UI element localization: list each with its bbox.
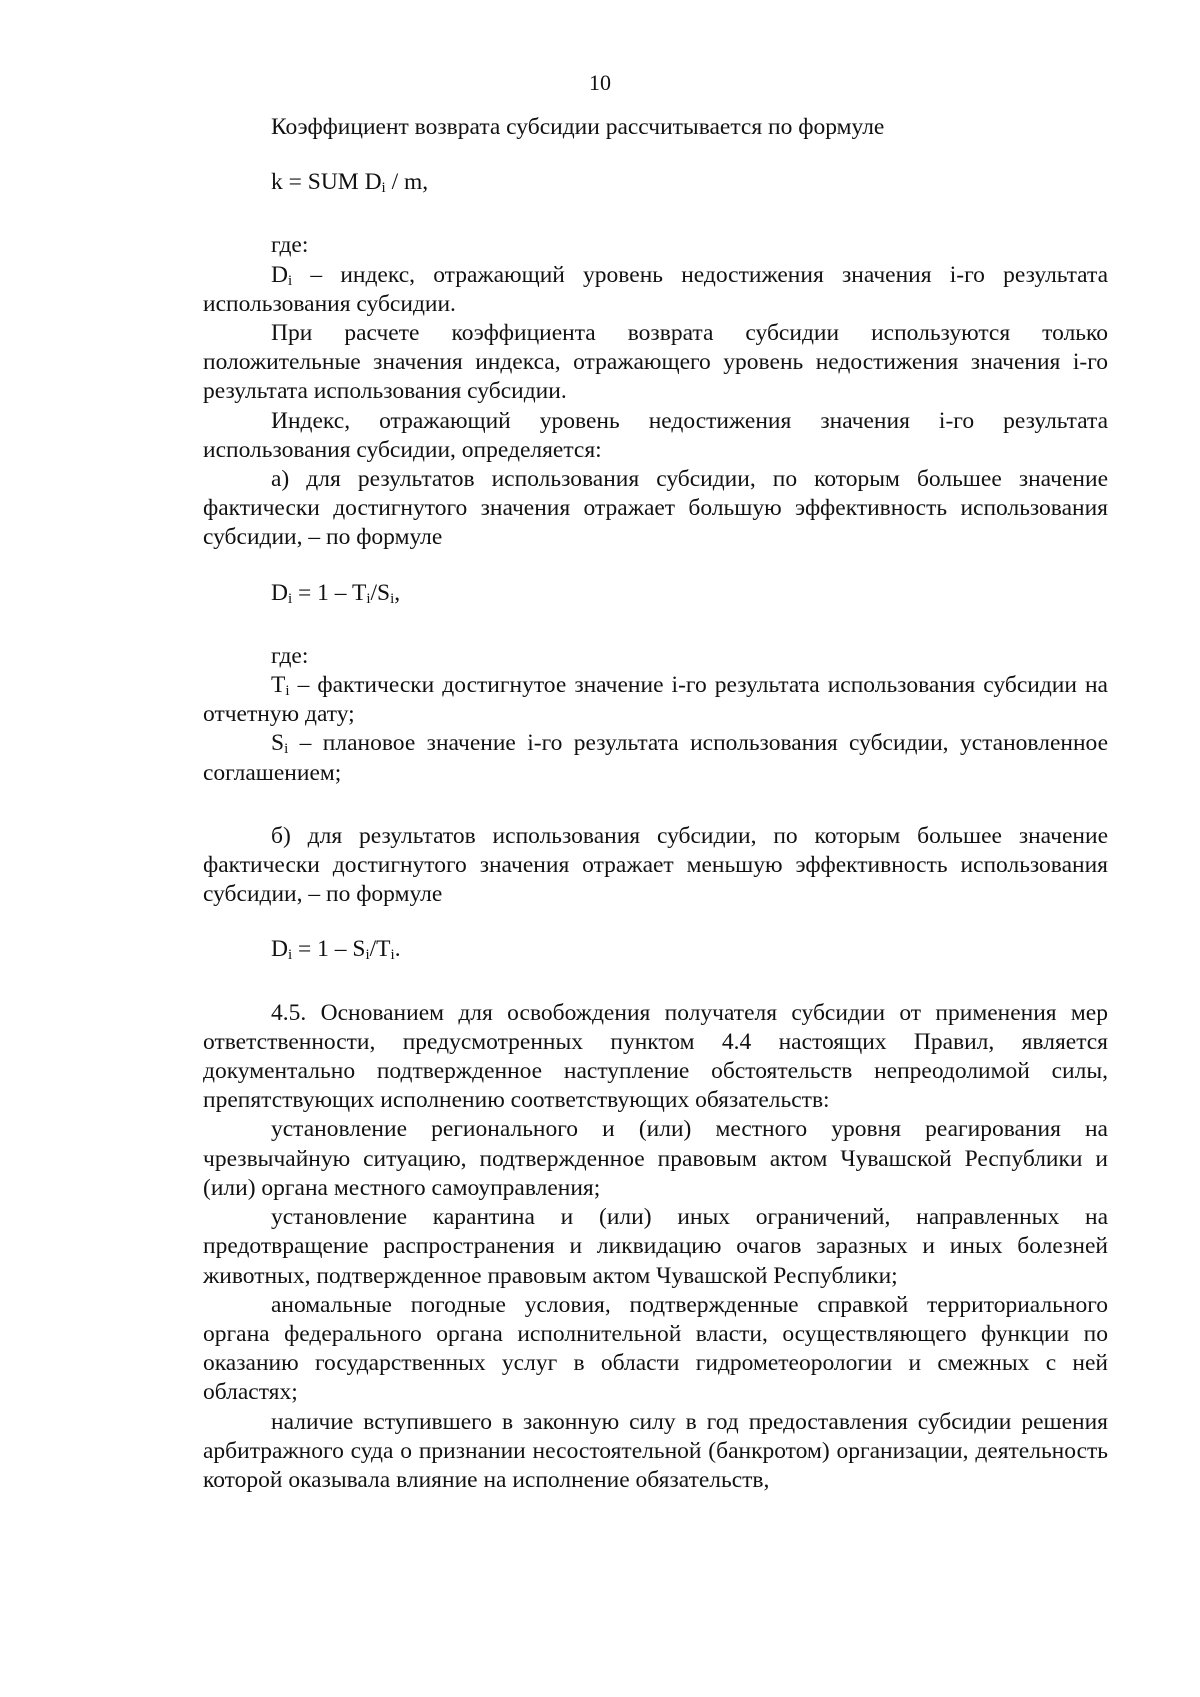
page-number: 10 (589, 70, 611, 95)
case-b-paragraph: б) для результатов использования субсидии, по которым большее значение фактически достигнутого значения отражает меньшую эффективность использования субсидии, – по формуле (203, 822, 1108, 908)
positive-values-paragraph: При расчете коэффициента возврата субсидии используются только положительные значения индекса, отражающего уровень недостижения значения i-го результата использования субсидии. (203, 320, 1108, 405)
formula-b: $D_i = 1 - S_i/T_i$. (271, 936, 401, 964)
intro-paragraph: Коэффициент возврата субсидии рассчитывается по формуле (271, 114, 885, 140)
document-body (203, 113, 1108, 1495)
formula-a: $D_i = 1 - T_i/S_i$, (271, 579, 401, 607)
si-definition: $S_i$ – плановое значение i-го результата использования субсидии, установленное соглашением; (203, 730, 1108, 786)
where-label-2: где: (271, 642, 309, 669)
section-4-5-paragraph: 4.5. Основанием для освобождения получателя субсидии от применения мер ответственности, предусмотренных пунктом 4.4 настоящих Правил, является документально подтвержденное наступление обстоятельств непреодолимой силы, препятствующих исполнению соответствующих обязательств: (203, 999, 1108, 1114)
quarantine-item: установление карантина и (или) иных ограничений, направленных на предотвращение распространения и ликвидацию очагов заразных и иных болезней животных, подтвержденное правовым актом Чувашской Республики; (203, 1204, 1108, 1289)
ti-definition: $T_i$ – фактически достигнутое значение i-го результата использования субсидии на отчетную дату; (203, 672, 1108, 728)
di-definition: $D_i$ – индекс, отражающий уровень недостижения значения i-го результата использования субсидии. (203, 261, 1108, 317)
index-paragraph: Индекс, отражающий уровень недостижения значения i-го результата использования субсидии, определяется: (203, 407, 1108, 463)
where-label-1: где: (271, 232, 309, 259)
court-decision-item: наличие вступившего в законную силу в год предоставления субсидии решения арбитражного суда о признании несостоятельной (банкротом) организации, деятельность которой оказывала влияние на исполнение обязательств, (203, 1408, 1108, 1493)
formula-k: k = SUM $D_i$ / m, (271, 169, 429, 197)
weather-conditions-item: аномальные погодные условия, подтвержденные справкой территориального органа федерального органа исполнительной власти, осуществляющего функции по оказанию государственных услуг в области гидрометеорологии и смежных с ней областях; (203, 1291, 1108, 1406)
case-a-paragraph: а) для результатов использования субсидии, по которым большее значение фактически достигнутого значения отражает большую эффективность использования субсидии, – по формуле (203, 466, 1108, 551)
regional-emergency-item: установление регионального и (или) местного уровня реагирования на чрезвычайную ситуацию, подтвержденное правовым актом Чувашской Республики и (или) органа местного самоуправления; (203, 1116, 1108, 1201)
